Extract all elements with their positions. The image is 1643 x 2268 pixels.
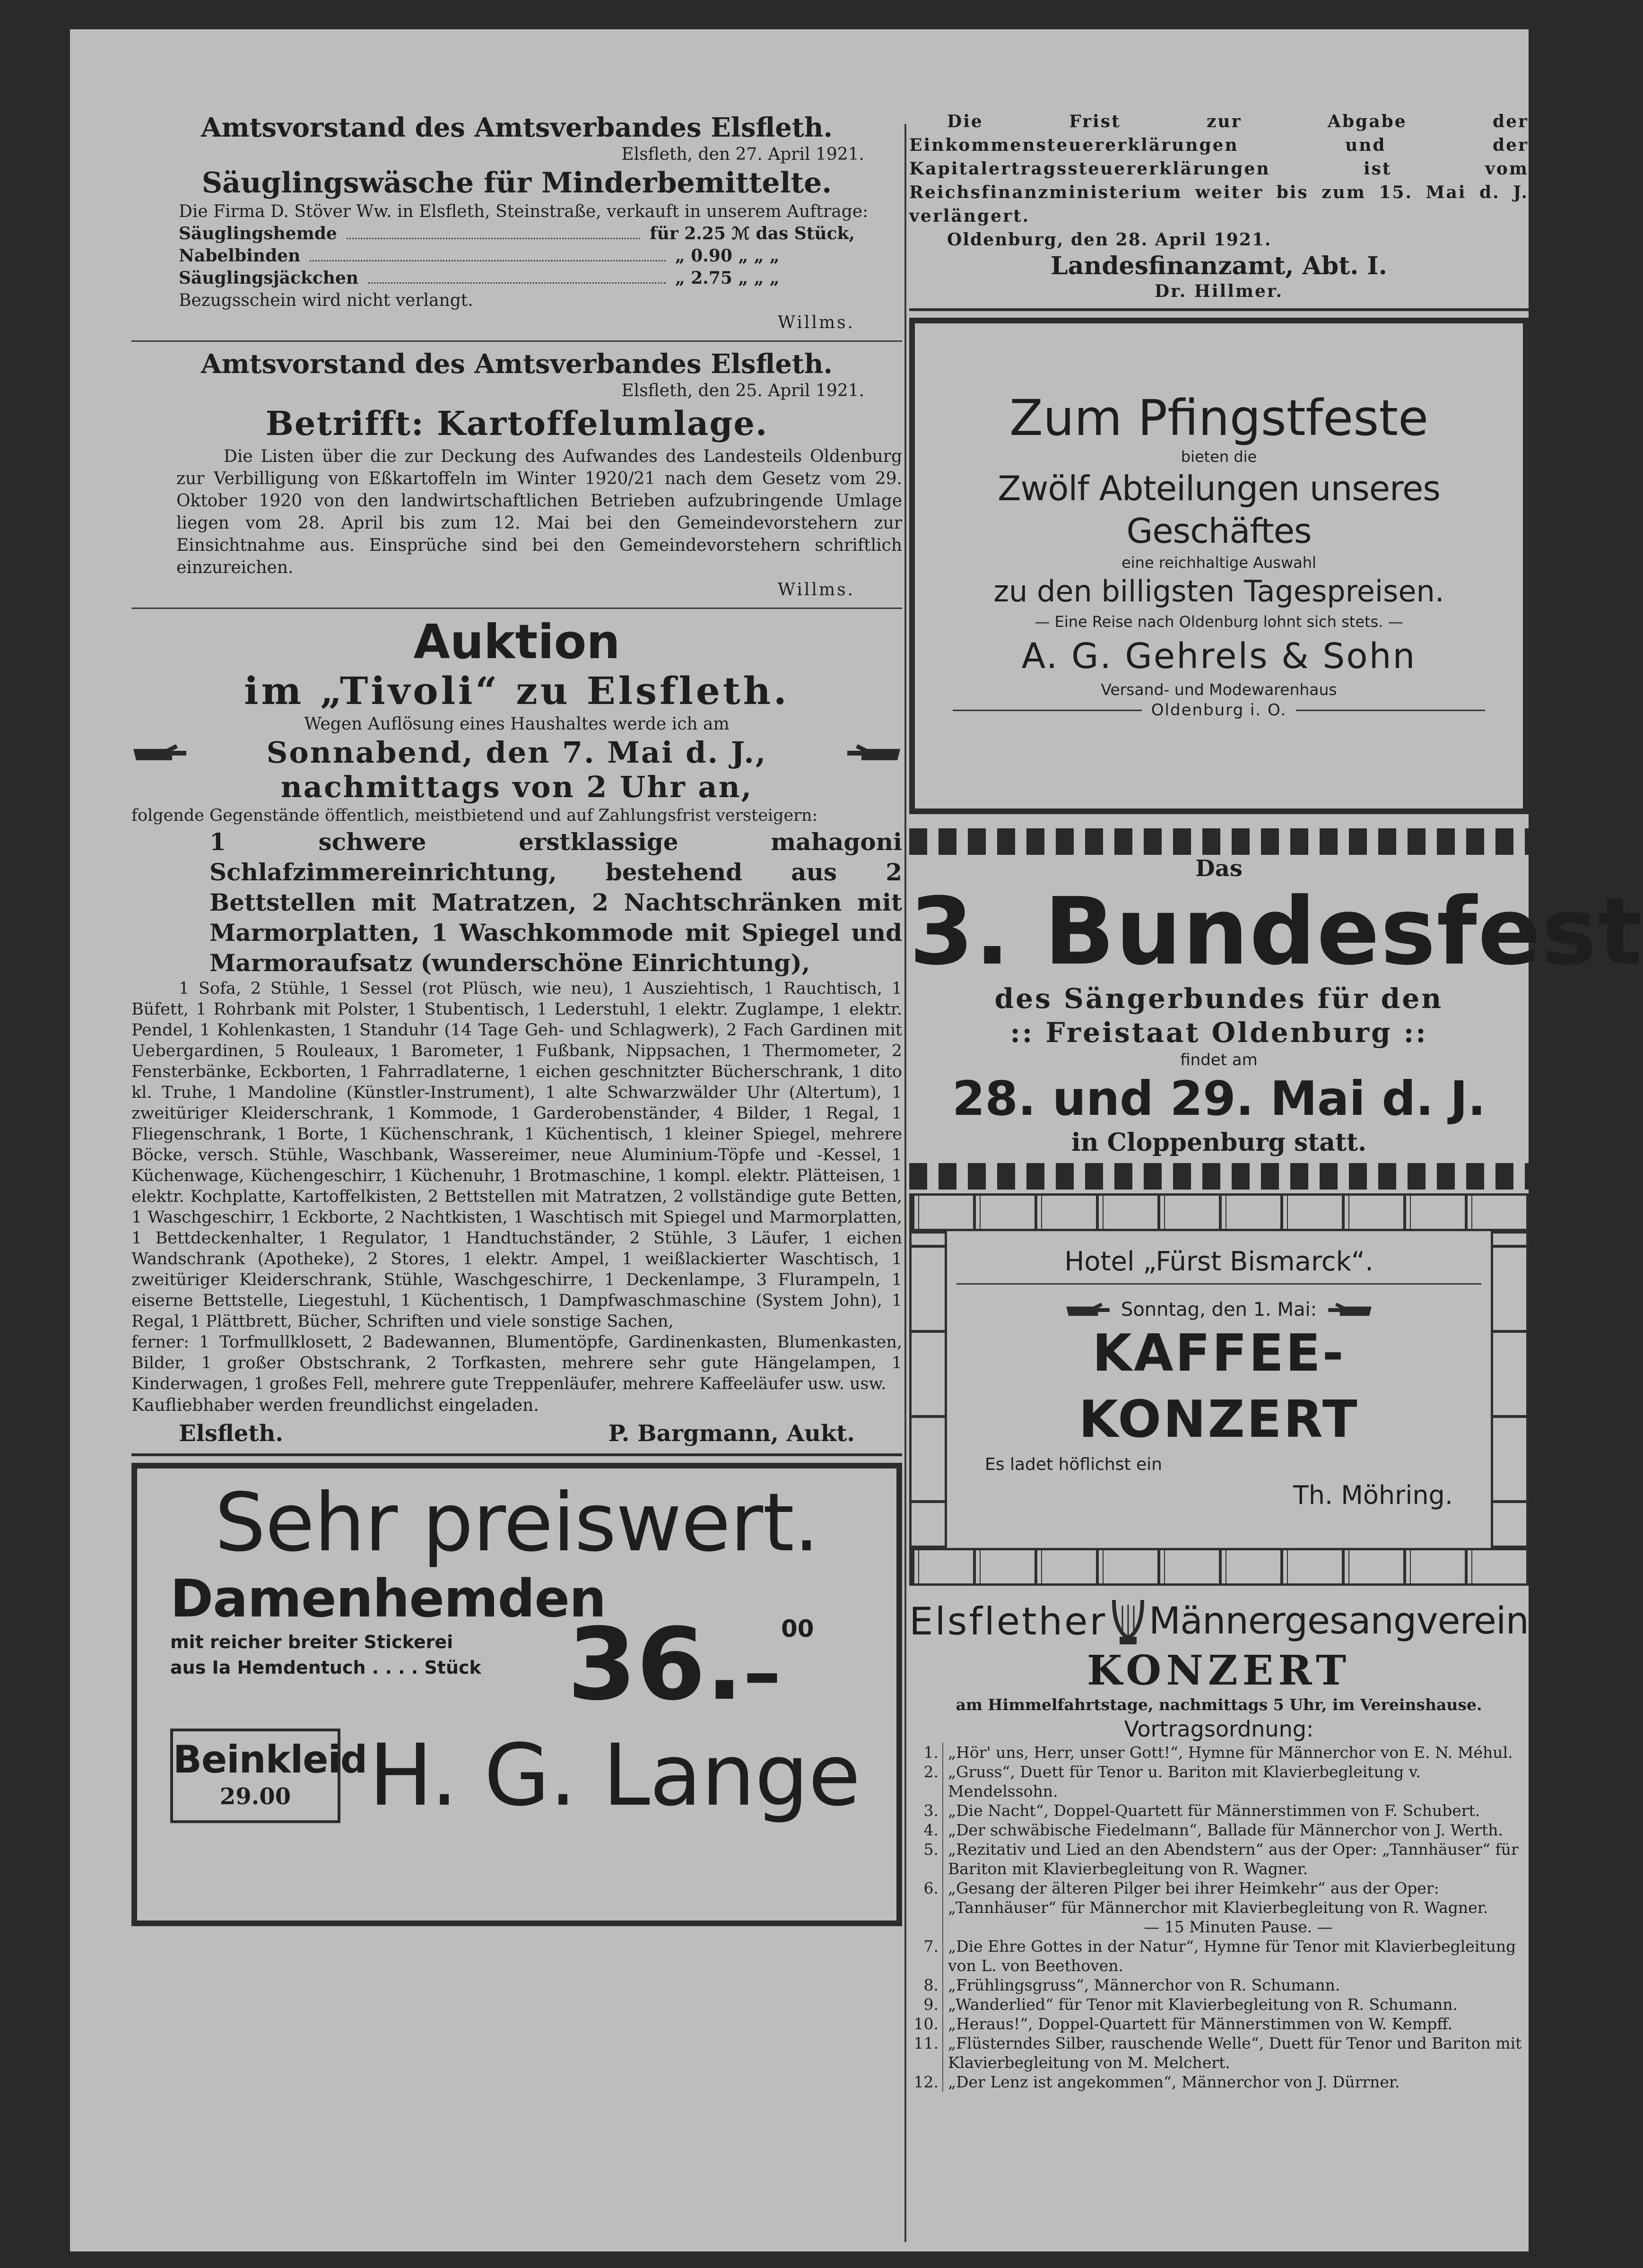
club-name-left: Elsflether <box>909 1599 1107 1643</box>
ad-line: Zwölf Abteilungen unseres Geschäftes <box>998 469 1440 551</box>
konzert-subtitle: am Himmelfahrtstage, nachmittags 5 Uhr, im Vereinshause. <box>956 1695 1482 1714</box>
price-list <box>131 223 902 289</box>
notice-header: Amtsvorstand des Amtsverbandes Elsfleth. <box>201 112 833 143</box>
bismarck-content <box>956 1245 1481 1514</box>
ad-firm: A. G. Gehrels & Sohn <box>1021 636 1417 677</box>
auction-closing: Kaufliebhaber werden freundlichst eingeladen. <box>131 1396 539 1415</box>
notice-title: Säuglingswäsche für Minderbemittelte. <box>201 166 832 200</box>
ornament-border <box>909 1193 1529 1231</box>
price-row: Säuglingsjäckchen „ 2.75 „ „ „ <box>179 268 780 288</box>
auction-list: 1 Sofa, 2 Stühle, 1 Sessel (rot Plüsch, wie neu), 1 Ausziehtisch, 1 Rauchtisch, 1 Büfett, 1 Rohrbank mit Polster, 1 Stubentisch, 1 Lederstuhl, 1 elektr. Zuglampe, 1 elektr. Pendel, 1 Kohlenkasten, 1 Standuhr (14 Tage Geh- und Schlagwerk), 2 Fach Gardinen mit Uebergardinen, 5 Rouleaux, 1 Barometer, 1 Fußbank, Nippsachen, 1 Thermometer, 2 Fensterbänke, Eckborten, 1 Fahrradlaterne, 1 eichen geschnitzter Bücherschrank, 1 dito kl. Truhe, 1 Mandoline (Künstler-Instrument), 1 alte Schwarzwälder Uhr (Altertum), 1 zweitüriger Kleiderschrank, 1 Kommode, 1 Garderobenständer, 4 Bilder, 1 Regal, 1 Fliegenschrank, 1 Borte, 1 Küchenschrank, 1 Küchentisch, 1 kleiner Spiegel, mehrere Böcke, versch. Stühle, Waschbank, Wassereimer, neue Aluminium-Töpfe und -Kessel, 1 Küchenwage, Küchengeschirr, 1 Küchenuhr, 1 Brotmaschine, 1 kompl. elektr. Plätteisen, 1 elektr. Kochplatte, Kartoffelkisten, 2 Bettstellen mit Matratzen, 2 vollständige gute Betten, 1 Waschgeschirr, 1 Eckborte, 2 Nachtkisten, 1 Waschtisch mit Spiegel und Marmorplatten, 1 Bettdeckenhalter, 1 Regulator, 1 Handtuchständer, 2 Stühle, 3 Läufer, 1 eichen Wandschrank (Apotheke), 2 Stores, 1 elektr. Ampel, 1 weißlackierter Waschtisch, 1 zweitüriger Kleiderschrank, Stühle, Waschgeschirre, 1 Deckenlampe, 3 Flurampeln, 1 eiserne Bettstelle, Liegestuhl, 1 Küchentisch, 1 Dampfwaschmaschine (System John), 1 Regal, 1 Plättbrett, Bücher, Schriften und viele sonstige Sachen, <box>131 979 902 1331</box>
notice-signature: Willms. <box>778 313 855 332</box>
bismarck-invite: Es ladet höflichst ein <box>985 1455 1162 1474</box>
pointing-hand-icon <box>131 742 188 763</box>
notice-saeuglingswaesche <box>131 112 902 334</box>
checker-border <box>909 828 1529 855</box>
ad-bottom <box>147 1726 887 1825</box>
auction-intro: Wegen Auflösung eines Haushaltes werde ich am <box>304 714 730 734</box>
left-column <box>131 29 902 1926</box>
notice-body: Die Listen über die zur Deckung des Aufwandes des Landesteils Oldenburg zur Verbilligung von Eßkartoffeln im Winter 1920/21 nach dem Gesetz vom 29. Oktober 1920 von den landwirtschaftlichen Betrieben aufzubringende Umlage liegen vom 28. April bis zum 12. Mai bei den Gemeindevorstehern zur Einsichtnahme aus. Einsprüche sind bei den Gemeindevorstehern schriftlich einzureichen. <box>176 447 902 577</box>
gehrels-advertisement <box>909 318 1529 814</box>
list-item: 7. „Die Ehre Gottes in der Natur“, Hymne für Tenor mit Klavierbegleitung von L. von Beethoven. <box>909 1937 1529 1975</box>
list-item: 12. „Der Lenz ist angekommen“, Männerchor von J. Dürrner. <box>909 2072 1529 2092</box>
bismarck-host: Th. Möhring. <box>1293 1480 1453 1510</box>
auction-title: Auktion <box>413 614 620 669</box>
lyre-icon <box>1109 1595 1147 1647</box>
tax-office: Landesfinanzamt, Abt. I. <box>1051 252 1387 280</box>
newspaper-page <box>70 29 1643 2251</box>
ornament-border <box>1491 1231 1529 1548</box>
divider <box>131 340 902 342</box>
list-item: 2. „Gruss“, Duett für Tenor u. Bariton mit Klavierbegleitung v. Mendelssohn. <box>909 1762 1529 1801</box>
auction-footer <box>131 1416 902 1447</box>
list-item: 4. „Der schwäbische Fiedelmann“, Ballade für Männerchor von J. Werth. <box>909 1820 1529 1840</box>
price-row: Nabelbinden „ 0.90 „ „ „ <box>179 246 780 266</box>
ad-firm-desc: Versand- und Modewarenhaus <box>1101 680 1337 699</box>
notice-header: Amtsvorstand des Amtsverbandes Elsfleth. <box>201 348 833 380</box>
notice-date: Elsfleth, den 25. April 1921. <box>621 381 864 400</box>
club-name-right: Männergesangverein <box>1148 1600 1529 1642</box>
ad-offer <box>147 1607 887 1722</box>
bismarck-date-row <box>956 1299 1481 1321</box>
list-item: 10. „Heraus!“, Doppel-Quartett für Männerstimmen von W. Kempff. <box>909 2014 1529 2033</box>
pointing-hand-icon <box>1326 1301 1374 1318</box>
tax-date: Oldenburg, den 28. April 1921. <box>947 230 1272 250</box>
tax-text: Die Frist zur Abgabe der Einkommensteuererklärungen und der Kapitalertragssteuererklärungen ist vom Reichsfinanzministerium weiter bis zum 15. Mai d. J. verlängert. <box>909 112 1529 226</box>
bismarck-advertisement <box>909 1193 1529 1586</box>
auction-highlight: 1 schwere erstklassige mahagoni Schlafzimmereinrichtung, bestehend aus 2 Bettstellen mit Matratzen, 2 Nachtschränken mit Marmorplatten, 1 Waschkommode mit Spiegel und Marmoraufsatz (wunderschöne Einrichtung), <box>209 828 902 977</box>
ad-line: zu den billigsten Tagespreisen. <box>993 574 1444 608</box>
konzert-header <box>909 1595 1529 1647</box>
pointing-hand-icon <box>1064 1301 1112 1318</box>
bismarck-event: KAFFEE-KONZERT <box>1078 1324 1359 1449</box>
tax-signature: Dr. Hillmer. <box>1154 281 1284 301</box>
list-item: 9. „Wanderlied“ für Tenor mit Klavierbegleitung von R. Schumann. <box>909 1995 1529 2014</box>
ornament-border <box>909 1548 1529 1586</box>
ad-desc-line1: mit reicher breiter Stickerei <box>170 1632 453 1652</box>
list-item: 3. „Die Nacht“, Doppel-Quartett für Männerstimmen von F. Schubert. <box>909 1801 1529 1820</box>
program-title: Vortragsordnung: <box>1124 1716 1314 1742</box>
notice-kartoffelumlage <box>131 348 902 601</box>
list-item: 1. „Hör' uns, Herr, unser Gott!“, Hymne für Männerchor von E. N. Méhul. <box>909 1743 1529 1762</box>
tax-notice <box>909 110 1529 302</box>
column-rule <box>904 124 906 2242</box>
list-item: 5. „Rezitativ und Lied an den Abendstern“ aus der Oper: „Tannhäuser“ für Bariton mit Klavierbegleitung von R. Wagner. <box>909 1840 1529 1878</box>
auction-date-row <box>131 735 902 770</box>
program-list <box>909 1743 1529 2092</box>
notice-signature: Willms. <box>778 580 855 600</box>
beinkleid-label: Beinkleid <box>173 1738 367 1781</box>
ad-line: eine reichhaltige Auswahl <box>1121 554 1316 572</box>
ornament-border <box>909 1231 947 1548</box>
notice-date: Elsfleth, den 27. April 1921. <box>621 145 864 164</box>
bundesfest-line: :: Freistaat Oldenburg :: <box>1010 1017 1428 1049</box>
list-item: 6. „Gesang der älteren Pilger bei ihrer Heimkehr“ aus der Oper: „Tannhäuser“ für Männerchor mit Klavierbegleitung von R. Wagner. <box>909 1878 1529 1917</box>
konzert-notice <box>909 1595 1529 2092</box>
bundesfest-title: 3. Bundesfest <box>909 878 1643 986</box>
ad-city: Oldenburg i. O. <box>1151 701 1287 720</box>
checker-border <box>909 1163 1529 1190</box>
ad-line: bieten die <box>1181 448 1257 466</box>
ad-price: 36.–$^{00}$ <box>567 1607 814 1722</box>
right-column <box>909 29 1643 2092</box>
list-item: 8. „Frühlingsgruss“, Männerchor von R. Schumann. <box>909 1975 1529 1995</box>
ad-firm: H. G. Lange <box>369 1726 861 1825</box>
bundesfest-dates: 28. und 29. Mai d. J. <box>952 1071 1486 1126</box>
list-item: 11. „Flüsterndes Silber, rauschende Welle“, Duett für Tenor und Bariton mit Klavierbegleitung von M. Melchert. <box>909 2033 1529 2072</box>
ad-headline: Sehr preiswert. <box>215 1476 819 1570</box>
bismarck-date: Sonntag, den 1. Mai: <box>1121 1299 1317 1321</box>
ad-city-row <box>924 701 1513 720</box>
bundesfest-place: in Cloppenburg statt. <box>1071 1128 1367 1157</box>
auction-ferner: ferner: 1 Torfmullklosett, 2 Badewannen, Blumentöpfe, Gardinenkasten, Blumenkasten, Bilder, 1 großer Obstschrank, 2 Torfkasten, mehrere sehr gute Hängelampen, 1 Kinderwagen, 1 großes Fell, mehrere gute Treppenläufer, mehrere Kaffeeläufer usw. usw. <box>131 1333 902 1393</box>
auction-date: Sonnabend, den 7. Mai d. J., <box>266 735 767 770</box>
beinkleid-box <box>170 1729 367 1823</box>
ad-desc-line2: aus Ia Hemdentuch . . . . Stück <box>170 1657 481 1678</box>
lange-advertisement <box>131 1463 902 1926</box>
divider <box>131 608 902 609</box>
notice-note: Bezugsschein wird nicht verlangt. <box>179 291 473 310</box>
konzert-title: KONZERT <box>1087 1647 1351 1694</box>
program-pause: — 15 Minuten Pause. — <box>909 1917 1529 1937</box>
auction-notice <box>131 616 902 1447</box>
divider <box>909 308 1529 311</box>
notice-intro: Die Firma D. Stöver Ww. in Elsfleth, Steinstraße, verkauft in unserem Auftrage: <box>179 202 869 221</box>
notice-title: Betrifft: Kartoffelumlage. <box>265 404 768 443</box>
auction-auctioneer: P. Bargmann, Aukt. <box>608 1420 855 1447</box>
ad-headline: Zum Pfingstfeste <box>1009 389 1429 447</box>
bundesfest-line: findet am <box>1180 1051 1258 1069</box>
pointing-hand-icon <box>845 742 902 763</box>
ad-product: Damenhemden <box>170 1568 606 1629</box>
beinkleid-price: 29.00 <box>219 1783 291 1810</box>
divider <box>131 1453 902 1456</box>
price-row: Säuglingshemde für 2.25 ℳ das Stück, <box>179 224 855 243</box>
bismarck-hotel: Hotel „Fürst Bismarck“. <box>1064 1246 1374 1277</box>
bundesfest-das: Das <box>1195 855 1243 882</box>
ad-line: — Eine Reise nach Oldenburg lohnt sich stets. — <box>1034 613 1403 631</box>
bundesfest-line: des Sängerbundes für den <box>994 982 1443 1015</box>
auction-place: Elsfleth. <box>179 1420 284 1447</box>
auction-subtitle: im „Tivoli“ zu Elsfleth. <box>244 669 790 713</box>
auction-time: nachmittags von 2 Uhr an, <box>280 770 753 804</box>
auction-lead: folgende Gegenstände öffentlich, meistbietend und auf Zahlungsfrist versteigern: <box>131 806 818 825</box>
bundesfest-notice <box>909 855 1643 1158</box>
